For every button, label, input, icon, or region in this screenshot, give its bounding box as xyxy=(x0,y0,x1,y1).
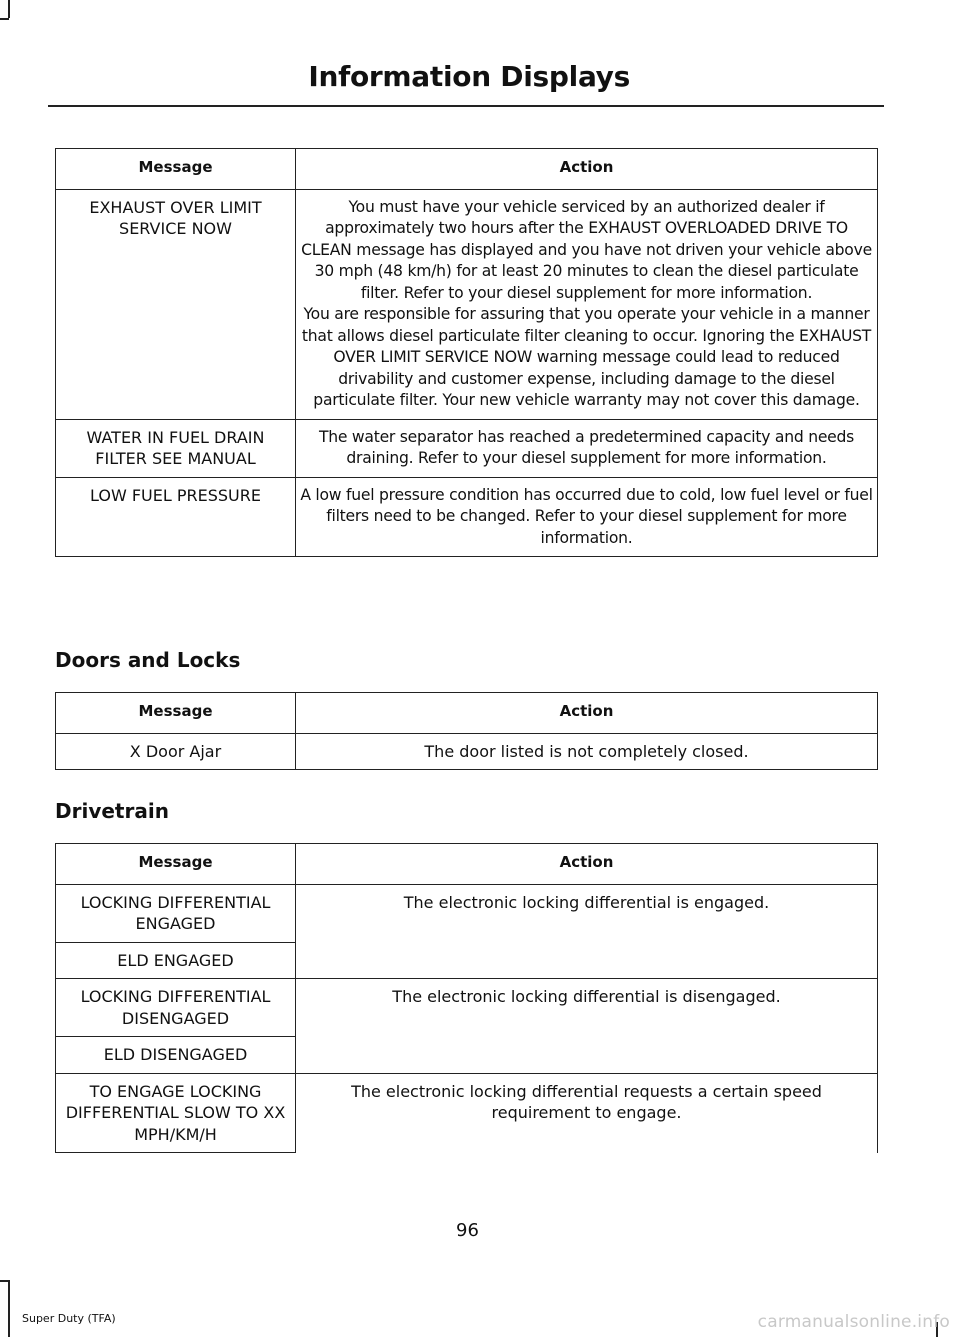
engine-messages-table xyxy=(55,148,878,557)
action-paragraph: You must have your vehicle serviced by an authorized dealer if approximately two hours after the EXHAUST OVERLOADED DRIVE TO CLEAN message has displayed and you have not driven your vehicle above 30 mph (48 km/h) for at least 20 minutes to clean the diesel particulate filter. Refer to your diesel supplement for more information. xyxy=(301,197,872,302)
message-cell: LOCKING DIFFERENTIAL ENGAGED xyxy=(56,884,296,942)
section-title-doors: Doors and Locks xyxy=(55,648,241,672)
table-row xyxy=(56,419,878,477)
message-cell: EXHAUST OVER LIMIT SERVICE NOW xyxy=(56,189,296,419)
page-title: Information Displays xyxy=(308,60,630,93)
table-row xyxy=(56,884,878,942)
action-cell xyxy=(296,189,878,419)
table-row xyxy=(56,979,878,1037)
column-header-message: Message xyxy=(56,149,296,190)
table-row xyxy=(56,1073,878,1153)
column-header-action: Action xyxy=(296,693,878,734)
message-cell: WATER IN FUEL DRAIN FILTER SEE MANUAL xyxy=(56,419,296,477)
table-header-row xyxy=(56,693,878,734)
page-number: 96 xyxy=(456,1220,479,1241)
crop-mark xyxy=(8,0,10,18)
footer-model: Super Duty (TFA) xyxy=(22,1312,116,1325)
message-cell: ELD ENGAGED xyxy=(56,942,296,979)
column-header-message: Message xyxy=(56,844,296,885)
message-cell: LOW FUEL PRESSURE xyxy=(56,477,296,557)
action-cell: The electronic locking differential is disengaged. xyxy=(296,979,878,1074)
column-header-action: Action xyxy=(296,149,878,190)
crop-mark xyxy=(0,1280,9,1282)
drivetrain-messages-table xyxy=(55,843,878,1153)
column-header-action: Action xyxy=(296,844,878,885)
message-cell: TO ENGAGE LOCKING DIFFERENTIAL SLOW TO XX MPH/KM/H xyxy=(56,1073,296,1153)
message-cell: ELD DISENGAGED xyxy=(56,1037,296,1074)
section-title-drivetrain: Drivetrain xyxy=(55,799,169,823)
action-cell: The electronic locking differential is engaged. xyxy=(296,884,878,979)
table-row xyxy=(56,189,878,419)
table-row xyxy=(56,733,878,770)
crop-mark xyxy=(0,18,9,20)
message-cell: LOCKING DIFFERENTIAL DISENGAGED xyxy=(56,979,296,1037)
header-divider xyxy=(48,105,884,107)
action-paragraph: You are responsible for assuring that you operate your vehicle in a manner that allows diesel particulate filter cleaning to occur. Ignoring the EXHAUST OVER LIMIT SERVICE NOW warning message could lead to reduced drivability and customer expense, including damage to the diesel particulate filter. Your new vehicle warranty may not cover this damage. xyxy=(301,305,872,409)
crop-mark xyxy=(8,1280,10,1337)
table-header-row xyxy=(56,149,878,190)
watermark: carmanualsonline.info xyxy=(757,1312,950,1332)
message-cell: X Door Ajar xyxy=(56,733,296,770)
doors-messages-table xyxy=(55,692,878,770)
column-header-message: Message xyxy=(56,693,296,734)
action-cell: The door listed is not completely closed. xyxy=(296,733,878,770)
action-cell: The water separator has reached a predetermined capacity and needs draining. Refer to your diesel supplement for more information. xyxy=(296,419,878,477)
table-row xyxy=(56,477,878,557)
action-cell: A low fuel pressure condition has occurred due to cold, low fuel level or fuel filters need to be changed. Refer to your diesel supplement for more information. xyxy=(296,477,878,557)
table-header-row xyxy=(56,844,878,885)
action-cell: The electronic locking differential requests a certain speed requirement to engage. xyxy=(296,1073,878,1153)
